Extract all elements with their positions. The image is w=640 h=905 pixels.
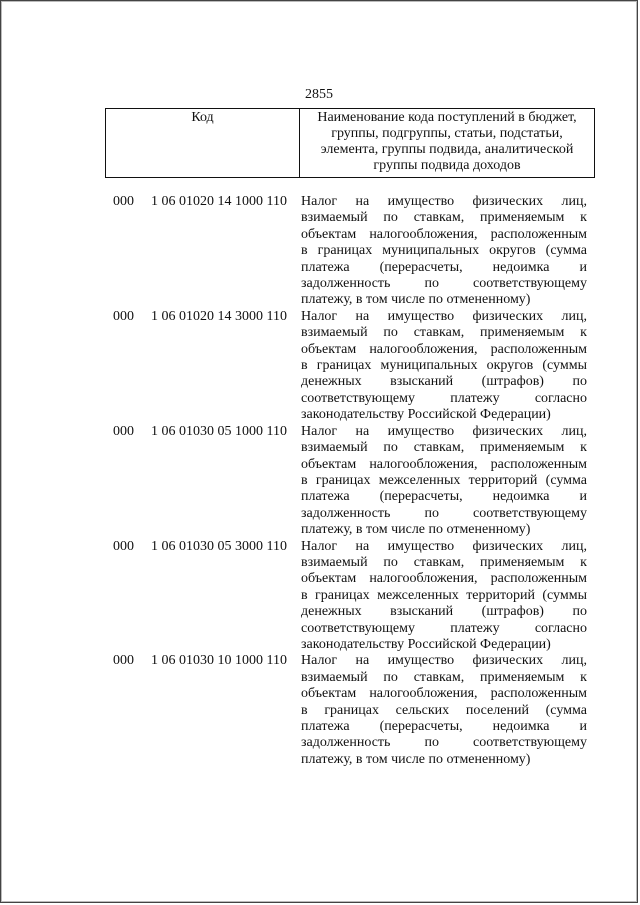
description-word: в <box>301 472 308 488</box>
header-name-line: группы подвида доходов <box>373 158 521 173</box>
description-word: взысканий <box>390 374 454 390</box>
description-word: на <box>355 423 370 439</box>
description-word: муниципальных <box>382 243 480 259</box>
description-word: имущество <box>387 653 455 669</box>
description-word: денежных <box>301 604 362 620</box>
description-word: Налог <box>301 538 338 554</box>
description-word: и <box>579 719 587 734</box>
description-line <box>301 424 587 440</box>
description-word: муниципальных <box>380 358 478 374</box>
description-word: платежу, в том числе по отмененному) <box>301 522 531 538</box>
description-line <box>301 489 587 505</box>
description-line <box>301 309 587 325</box>
description-word: платежу <box>450 390 500 406</box>
table-row <box>105 424 595 539</box>
description-word: поселений <box>465 702 529 718</box>
description-line <box>301 571 587 587</box>
description-word: к <box>580 440 587 456</box>
description-word: недоимка <box>492 259 550 275</box>
description-word: ставкам, <box>413 554 465 570</box>
description-line <box>301 539 587 555</box>
description-line <box>301 555 587 571</box>
description-word: округов <box>486 358 534 374</box>
description-word: и <box>579 489 587 505</box>
description-word: физических <box>472 308 544 324</box>
page-number: 2855 <box>305 87 333 102</box>
description-word: применяемым <box>480 325 565 341</box>
description-word: физических <box>472 194 544 209</box>
description-line <box>301 391 587 407</box>
description-word: взимаемый <box>301 554 368 570</box>
header-name-label <box>300 109 594 177</box>
income-code-table <box>105 194 595 768</box>
description-word: к <box>580 554 587 570</box>
description-word: взимаемый <box>301 325 368 341</box>
description-word: применяемым <box>480 440 565 456</box>
description-line <box>301 260 587 276</box>
admin-code: 000 <box>113 194 134 209</box>
description-word: по <box>424 735 439 751</box>
table-row <box>105 539 595 654</box>
description-word: (штрафов) <box>481 604 544 620</box>
income-description <box>301 194 587 309</box>
description-line <box>301 637 587 653</box>
description-word: недоимка <box>492 489 550 505</box>
description-word: по <box>383 325 398 341</box>
description-word: по <box>424 505 439 521</box>
admin-code: 000 <box>113 538 134 554</box>
table-row <box>105 653 595 768</box>
description-word: платежа <box>301 489 350 505</box>
description-word: границах <box>316 358 372 374</box>
description-word: в <box>301 587 308 603</box>
description-word: задолженность <box>301 505 391 521</box>
description-word: платежу, в том числе по отмененному) <box>301 751 531 767</box>
description-word: по <box>383 440 398 456</box>
description-word: взимаемый <box>301 669 368 685</box>
description-word: применяемым <box>480 554 565 570</box>
income-description <box>301 653 587 768</box>
description-word: на <box>355 308 370 324</box>
description-word: по <box>572 604 587 620</box>
description-line <box>301 374 587 390</box>
description-word: взимаемый <box>301 210 368 226</box>
description-word: имущество <box>387 308 455 324</box>
description-word: по <box>383 669 398 685</box>
description-word: лиц, <box>561 194 587 209</box>
description-word: соответствующему <box>301 620 415 636</box>
description-word: налогообложения, <box>369 456 478 472</box>
description-word: округов <box>489 243 536 259</box>
description-line <box>301 457 587 473</box>
description-line <box>301 653 587 669</box>
description-word: по <box>424 276 439 292</box>
description-line <box>301 292 587 308</box>
description-word: (перерасчеты, <box>379 259 463 275</box>
description-word: объектам <box>301 226 357 242</box>
description-word: по <box>383 554 398 570</box>
description-word: границах <box>317 243 373 259</box>
description-line <box>301 719 587 735</box>
description-word: физических <box>472 653 544 669</box>
description-word: расположенным <box>490 571 587 587</box>
description-line <box>301 670 587 686</box>
description-word: (суммы <box>542 358 587 374</box>
budget-classification-code: 1 06 01020 14 1000 110 <box>151 194 287 209</box>
budget-classification-code: 1 06 01030 05 3000 110 <box>151 538 287 554</box>
description-line <box>301 735 587 751</box>
header-name-line: Наименование кода поступлений в бюджет, <box>317 110 577 125</box>
description-word: Налог <box>301 653 338 669</box>
description-word: недоимка <box>492 719 550 734</box>
description-word: и <box>579 259 587 275</box>
description-word: территорий <box>468 472 538 488</box>
description-word: законодательству Российской Федерации) <box>301 407 551 423</box>
description-word: по <box>383 210 398 226</box>
description-word: физических <box>472 423 544 439</box>
description-word: по <box>572 374 587 390</box>
description-word: денежных <box>301 374 362 390</box>
description-line <box>301 210 587 226</box>
description-line <box>301 194 587 210</box>
description-word: Налог <box>301 423 338 439</box>
description-word: объектам <box>301 456 357 472</box>
description-word: межселенных <box>378 472 461 488</box>
description-word: на <box>355 653 370 669</box>
description-word: границах <box>315 587 370 603</box>
description-line <box>301 522 587 538</box>
description-word: соответствующему <box>473 276 587 292</box>
header-code-label: Код <box>106 109 300 177</box>
description-word: налогообложения, <box>369 341 478 357</box>
description-line <box>301 506 587 522</box>
description-word: ставкам, <box>413 325 465 341</box>
description-word: в <box>301 243 308 259</box>
description-word: платежа <box>301 259 350 275</box>
description-line <box>301 686 587 702</box>
description-line <box>301 473 587 489</box>
description-word: платежу, в том числе по отмененному) <box>301 292 531 308</box>
description-word: соответствующему <box>473 505 587 521</box>
description-word: на <box>355 538 370 554</box>
description-line <box>301 407 587 423</box>
description-word: взимаемый <box>301 440 368 456</box>
description-word: на <box>355 194 370 209</box>
description-word: имущество <box>387 423 455 439</box>
description-line <box>301 440 587 456</box>
description-word: к <box>580 210 587 226</box>
description-word: согласно <box>534 390 587 406</box>
description-line <box>301 604 587 620</box>
description-word: объектам <box>301 686 357 702</box>
budget-classification-code: 1 06 01020 14 3000 110 <box>151 308 287 324</box>
description-line <box>301 588 587 604</box>
description-line <box>301 243 587 259</box>
description-word: (сумма <box>545 472 587 488</box>
admin-code: 000 <box>113 653 134 669</box>
description-word: к <box>580 669 587 685</box>
income-description <box>301 424 587 539</box>
description-word: лиц, <box>561 423 587 439</box>
description-word: физических <box>472 538 544 554</box>
description-word: соответствующему <box>301 390 415 406</box>
description-word: (штрафов) <box>481 374 544 390</box>
description-line <box>301 227 587 243</box>
description-word: ставкам, <box>413 440 465 456</box>
description-word: межселенных <box>377 587 459 603</box>
description-word: законодательству Российской Федерации) <box>301 636 551 652</box>
description-word: лиц, <box>561 308 587 324</box>
description-word: платежу <box>450 620 500 636</box>
description-word: ставкам, <box>413 669 465 685</box>
budget-classification-code: 1 06 01030 05 1000 110 <box>151 423 287 439</box>
description-line <box>301 752 587 768</box>
description-word: имущество <box>387 194 455 209</box>
admin-code: 000 <box>113 308 134 324</box>
description-word: лиц, <box>561 538 587 554</box>
description-line <box>301 703 587 719</box>
description-word: в <box>301 358 308 374</box>
description-word: платежа <box>301 719 350 734</box>
table-header <box>105 108 595 178</box>
table-row <box>105 194 595 309</box>
description-word: налогообложения, <box>369 226 478 242</box>
description-word: расположенным <box>490 686 587 702</box>
description-word: Налог <box>301 308 338 324</box>
description-word: (перерасчеты, <box>379 719 463 734</box>
description-word: применяемым <box>480 210 565 226</box>
description-word: Налог <box>301 194 338 209</box>
description-word: налогообложения, <box>369 571 478 587</box>
description-word: объектам <box>301 571 357 587</box>
income-description <box>301 309 587 424</box>
description-word: расположенным <box>490 341 587 357</box>
description-word: задолженность <box>301 735 391 751</box>
description-word: (сумма <box>545 702 587 718</box>
description-line <box>301 276 587 292</box>
description-word: ставкам, <box>413 210 465 226</box>
description-word: (суммы <box>542 587 587 603</box>
description-word: объектам <box>301 341 357 357</box>
admin-code: 000 <box>113 423 134 439</box>
description-word: к <box>580 325 587 341</box>
description-word: границах <box>324 702 379 718</box>
description-word: границах <box>315 472 371 488</box>
header-name-line: группы, подгруппы, статьи, подстатьи, <box>331 126 563 141</box>
description-word: взысканий <box>390 604 454 620</box>
description-word: расположенным <box>490 456 587 472</box>
description-word: соответствующему <box>473 735 587 751</box>
description-word: имущество <box>387 538 455 554</box>
description-word: расположенным <box>490 226 587 242</box>
description-word: (сумма <box>545 243 587 259</box>
description-word: сельских <box>395 702 450 718</box>
header-name-line: элемента, группы подвида, аналитической <box>320 142 574 157</box>
description-line <box>301 621 587 637</box>
table-row <box>105 309 595 424</box>
income-description <box>301 539 587 654</box>
description-word: налогообложения, <box>369 686 478 702</box>
description-word: согласно <box>534 620 587 636</box>
description-word: (перерасчеты, <box>379 489 463 505</box>
description-word: применяемым <box>480 669 565 685</box>
budget-classification-code: 1 06 01030 10 1000 110 <box>151 653 287 669</box>
description-word: лиц, <box>561 653 587 669</box>
description-word: задолженность <box>301 276 391 292</box>
description-word: территорий <box>466 587 535 603</box>
description-line <box>301 342 587 358</box>
description-line <box>301 358 587 374</box>
description-word: в <box>301 702 308 718</box>
description-line <box>301 325 587 341</box>
